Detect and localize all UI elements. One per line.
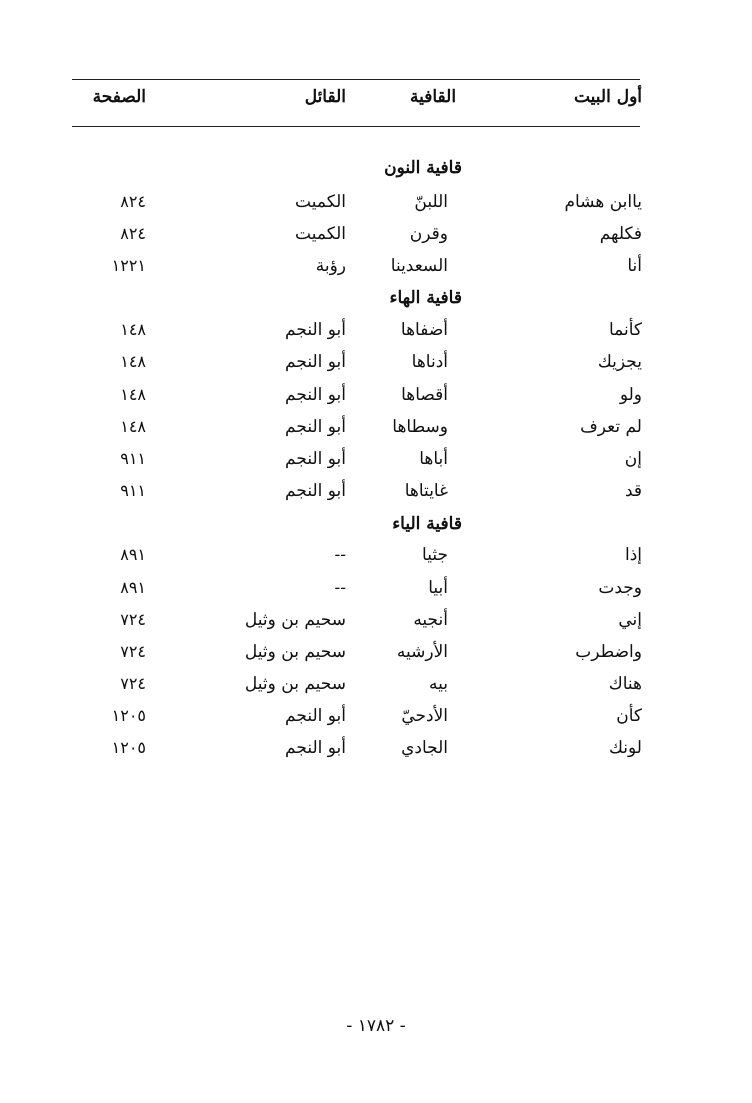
section-title-nun: قافية النون (384, 158, 462, 178)
row-rhyme: أباها (419, 449, 448, 469)
row-first-line: ولو (619, 385, 642, 405)
row-rhyme: جثيا (422, 545, 448, 565)
row-page: ١٤٨ (120, 417, 146, 436)
row-rhyme: أدناها (411, 352, 448, 372)
row-rhyme: الأرشيه (396, 642, 448, 662)
header-rhyme: القافية (410, 87, 457, 107)
row-first-line: لم تعرف (580, 417, 642, 437)
row-rhyme: الجادي (401, 738, 448, 758)
row-rhyme: أنجيه (413, 610, 448, 630)
row-page: ٧٢٤ (120, 674, 146, 693)
row-first-line: يجزيك (597, 352, 642, 372)
row-page: ١٢٢١ (111, 256, 146, 275)
row-rhyme: أبيا (428, 578, 448, 598)
row-first-line: أنا (627, 256, 642, 276)
row-page: ٧٢٤ (120, 610, 146, 629)
row-rhyme: أضفاها (400, 320, 448, 340)
row-rhyme: غايتاها (404, 481, 448, 501)
row-poet: أبو النجم (285, 385, 346, 405)
section-title-ya: قافية الياء (392, 514, 462, 534)
page-number-footer: - ١٧٨٢ - (346, 1016, 406, 1036)
row-poet: -- (334, 578, 346, 598)
row-page: ٨٢٤ (120, 224, 146, 243)
header-poet: القائل (304, 87, 346, 107)
row-poet: أبو النجم (285, 320, 346, 340)
row-page: ٧٢٤ (120, 642, 146, 661)
header-page: الصفحة (92, 87, 146, 107)
row-rhyme: اللبنّ (414, 192, 448, 212)
row-page: ٨٩١ (120, 578, 146, 597)
row-page: ١٤٨ (120, 352, 146, 371)
row-poet: أبو النجم (285, 738, 346, 758)
row-first-line: كأنما (608, 320, 642, 340)
row-page: ١٢٠٥ (111, 738, 146, 757)
row-page: ٩١١ (120, 449, 146, 468)
row-poet: رؤبة (315, 256, 346, 276)
row-poet: أبو النجم (285, 481, 346, 501)
header-top-rule (72, 79, 640, 80)
row-first-line: هناك (608, 674, 642, 694)
row-first-line: إني (618, 610, 642, 630)
row-page: ١٢٠٥ (111, 706, 146, 725)
row-poet: الكميت (295, 192, 346, 212)
row-rhyme: أقصاها (401, 385, 448, 405)
row-page: ٩١١ (120, 481, 146, 500)
row-poet: أبو النجم (285, 417, 346, 437)
row-first-line: ياابن هشام (564, 192, 642, 212)
row-rhyme: وقرن (409, 224, 448, 244)
row-poet: سحيم بن وثيل (244, 674, 346, 694)
section-title-ha: قافية الهاء (389, 288, 462, 308)
row-poet: الكميت (295, 224, 346, 244)
row-page: ٨٩١ (120, 545, 146, 564)
row-rhyme: وسطاها (392, 417, 448, 437)
row-first-line: فكلهم (599, 224, 642, 244)
row-rhyme: بيه (429, 674, 448, 694)
row-first-line: إذا (624, 545, 642, 565)
row-poet: -- (334, 545, 346, 565)
row-poet: سحيم بن وثيل (244, 610, 346, 630)
row-page: ١٤٨ (120, 385, 146, 404)
row-page: ١٤٨ (120, 320, 146, 339)
row-page: ٨٢٤ (120, 192, 146, 211)
row-first-line: لونك (608, 738, 642, 758)
row-first-line: واضطرب (575, 642, 642, 662)
header-first-line: أول البيت (573, 87, 642, 107)
row-rhyme: السعدينا (390, 256, 448, 276)
row-first-line: كأن (616, 706, 642, 726)
row-first-line: إن (624, 449, 642, 469)
row-poet: أبو النجم (285, 449, 346, 469)
header-bottom-rule (72, 126, 640, 127)
row-poet: أبو النجم (285, 706, 346, 726)
row-poet: أبو النجم (285, 352, 346, 372)
row-first-line: وجدت (598, 578, 642, 598)
row-rhyme: الأدحيّ (401, 706, 448, 726)
row-poet: سحيم بن وثيل (244, 642, 346, 662)
row-first-line: قد (624, 481, 642, 501)
